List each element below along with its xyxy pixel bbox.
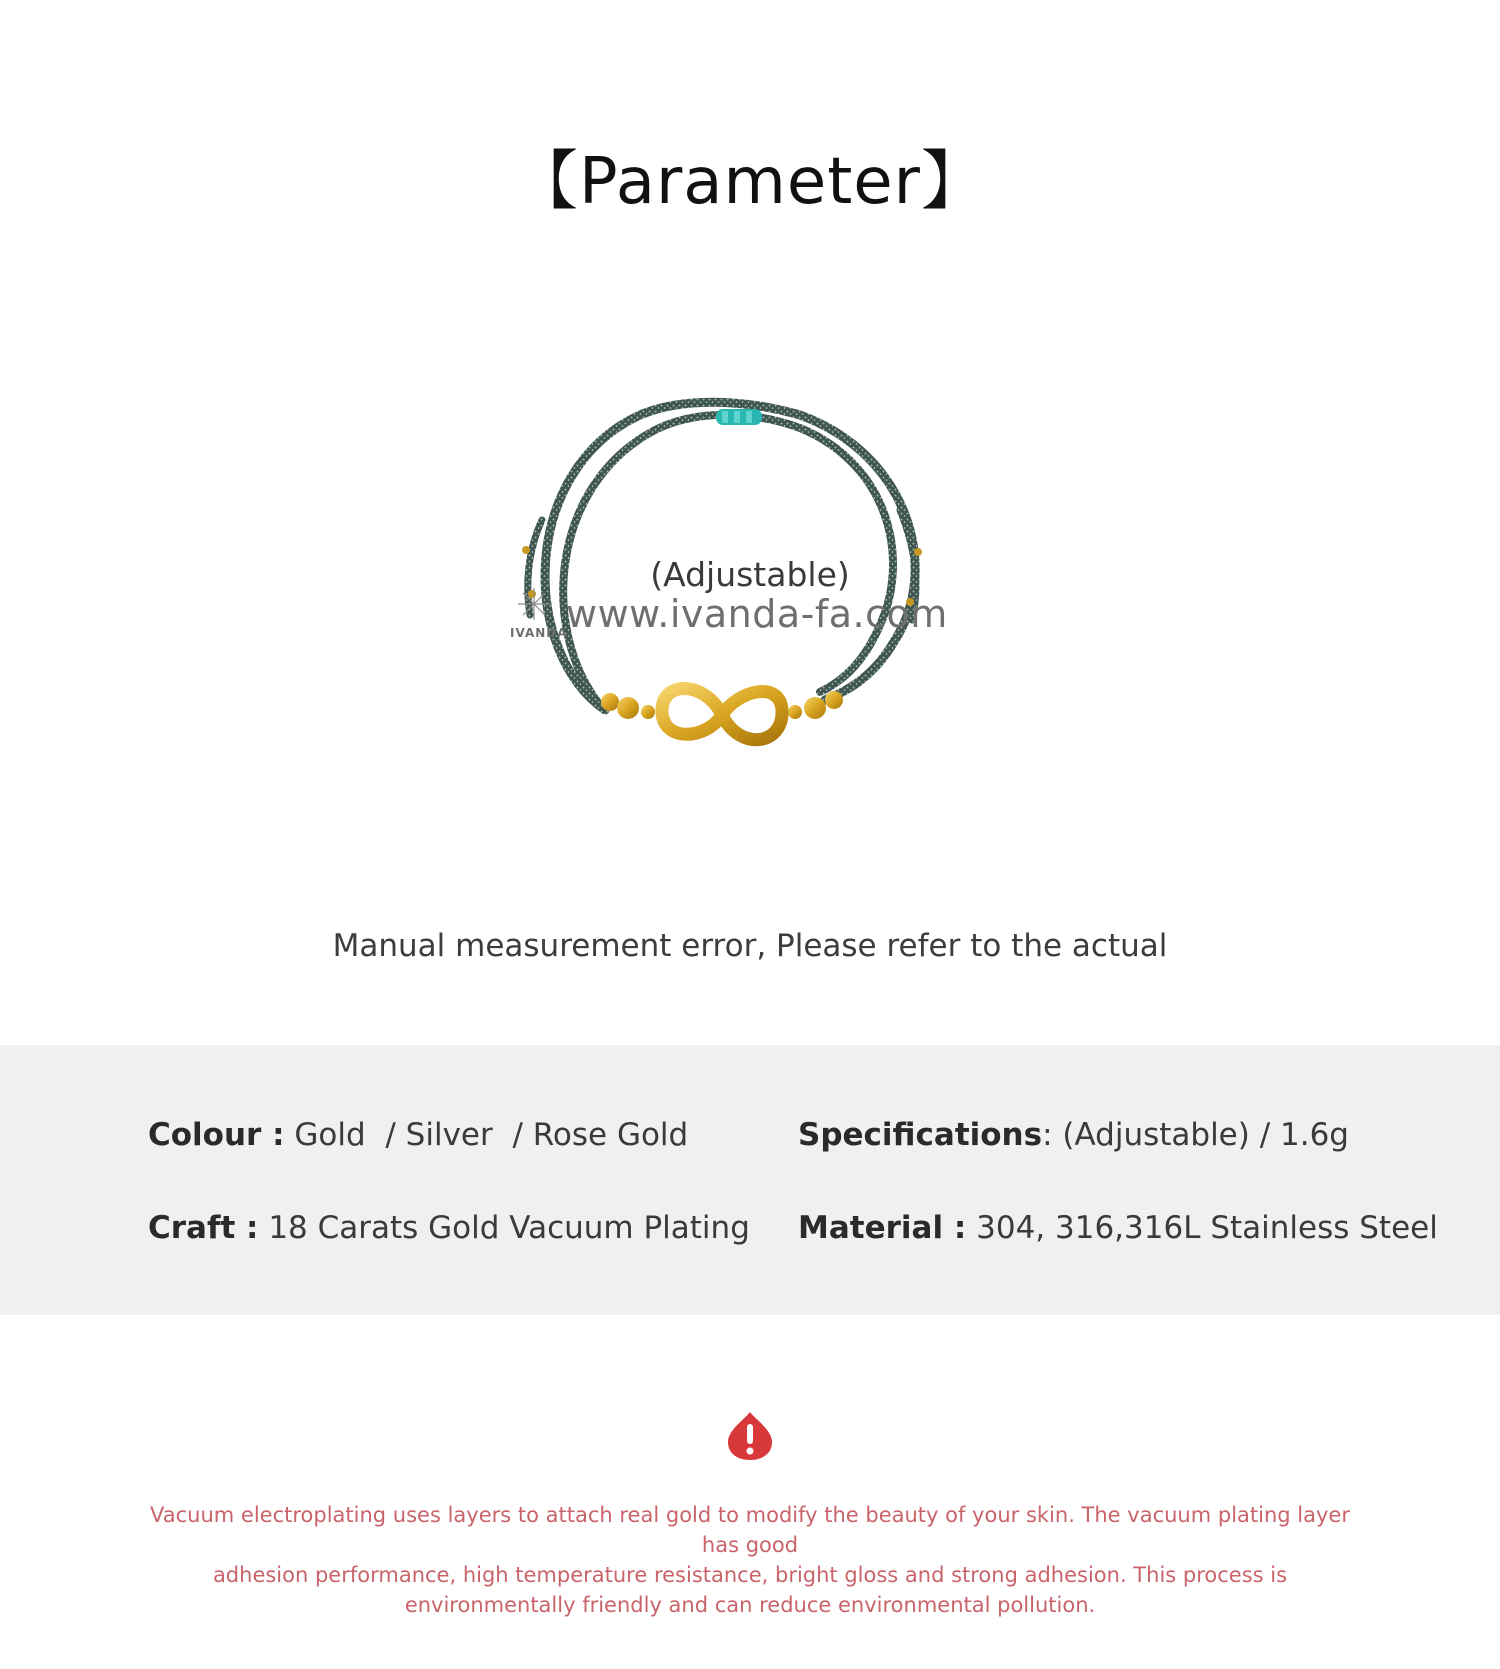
page-title: 【Parameter】 (514, 145, 986, 219)
material-value: 304, 316,316L Stainless Steel (976, 1210, 1438, 1246)
measurement-note: Manual measurement error, Please refer to the actual (332, 928, 1168, 964)
spec-panel (0, 1045, 1500, 1315)
adjustable-label: (Adjustable) (650, 555, 850, 594)
craft-value: 18 Carats Gold Vacuum Plating (268, 1210, 750, 1246)
specifications-value: : (Adjustable) / 1.6g (1042, 1117, 1349, 1153)
spec-specifications (798, 1117, 1349, 1153)
alert-icon (726, 1410, 774, 1462)
colour-label: Colour : (148, 1117, 285, 1153)
watermark-url: www.ivanda-fa.com (566, 592, 948, 636)
brand-logo (506, 584, 568, 644)
material-label: Material : (798, 1210, 967, 1246)
notice-line-3: environmentally friendly and can reduce environmental pollution. (404, 1593, 1096, 1617)
plating-notice (150, 1500, 1350, 1620)
watermark (506, 584, 948, 644)
craft-label: Craft : (148, 1210, 259, 1246)
spec-colour (148, 1117, 688, 1153)
specifications-label: Specifications (798, 1117, 1043, 1153)
spec-material (798, 1210, 1438, 1246)
notice-line-1: Vacuum electroplating uses layers to attach real gold to modify the beauty of your skin. The vacuum plating layer has good (150, 1503, 1350, 1557)
spec-craft (148, 1210, 750, 1246)
colour-value: Gold / Silver / Rose Gold (294, 1117, 689, 1153)
notice-line-2: adhesion performance, high temperature resistance, bright gloss and strong adhesion. This process is (212, 1563, 1288, 1587)
brand-name: IVANDA (510, 626, 568, 640)
